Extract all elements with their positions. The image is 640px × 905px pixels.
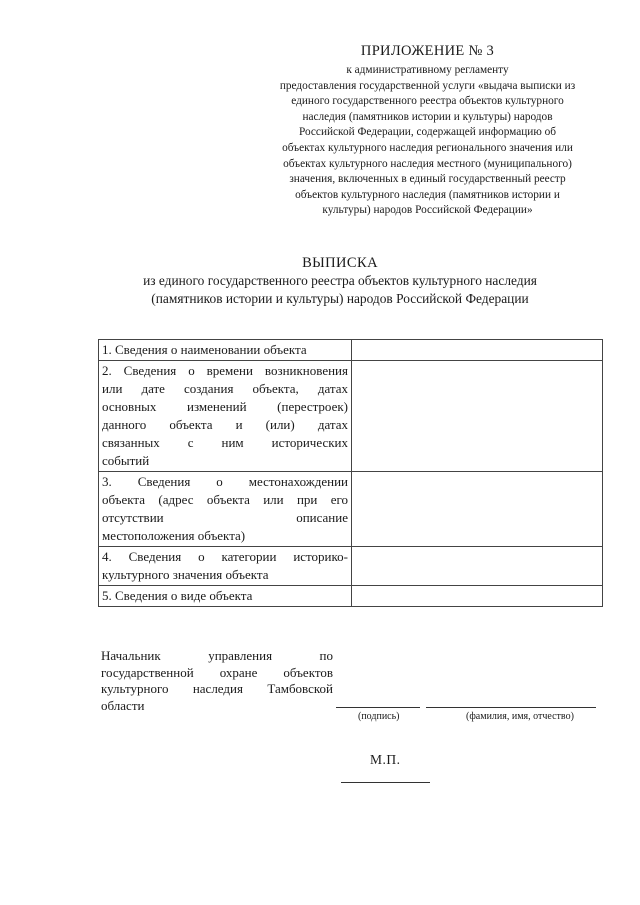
appendix-line: наследия (памятников истории и культуры) народов <box>302 110 553 123</box>
table-row <box>99 361 603 472</box>
row-label-line: местоположения объекта) <box>102 528 246 543</box>
row-label-line: основных изменений (перестроек) <box>102 399 348 414</box>
row-label-line: 2. Сведения о времени возникновения <box>102 363 348 378</box>
table-row <box>99 586 603 607</box>
extract-title: ВЫПИСКА <box>302 255 378 271</box>
signer-line: Начальник управления по <box>101 648 333 663</box>
appendix-line: единого государственного реестра объектов культурного <box>291 95 564 108</box>
row-label-line: или дате создания объекта, датах <box>102 381 348 396</box>
name-caption: (фамилия, имя, отчество) <box>466 711 574 722</box>
signature-line <box>336 707 420 708</box>
appendix-line: объектах культурного наследия регионального значения или <box>282 141 573 154</box>
row-label-line: культурного значения объекта <box>102 567 269 582</box>
row-label-name <box>99 340 352 361</box>
appendix-line: объектов культурного наследия (памятников истории и <box>295 188 560 201</box>
signer-line: государственной охране объектов <box>101 664 333 680</box>
extract-subtitle <box>60 272 620 307</box>
extract-subtitle-line: (памятников истории и культуры) народов Российской Федерации <box>151 290 529 306</box>
signer-title <box>101 648 333 714</box>
row-value-dates <box>352 361 603 472</box>
row-label-type <box>99 586 352 607</box>
table-row <box>99 472 603 547</box>
row-value-name <box>352 340 603 361</box>
stamp-line <box>341 782 430 783</box>
object-info-table <box>98 339 603 607</box>
row-label-line: 5. Сведения о виде объекта <box>102 588 253 603</box>
table-row <box>99 340 603 361</box>
row-label-line: объекта (адрес объекта или при его <box>102 492 348 507</box>
row-label-line: 1. Сведения о наименовании объекта <box>102 342 307 357</box>
appendix-line: предоставления государственной услуги «выдача выписки из <box>279 79 576 92</box>
stamp-label: М.П. <box>370 752 401 767</box>
appendix-line: культуры) народов Российской Федерации» <box>322 204 533 217</box>
signature-caption: (подпись) <box>358 711 400 722</box>
row-value-location <box>352 472 603 547</box>
row-label-line: связанных с ним исторических <box>102 435 348 450</box>
name-line <box>426 707 596 708</box>
row-value-type <box>352 586 603 607</box>
signer-line: культурного наследия Тамбовской <box>101 681 333 696</box>
row-label-line: отсутствии описание <box>102 510 348 525</box>
appendix-line: Российской Федерации, содержащей информацию об <box>298 126 557 139</box>
appendix-description <box>250 63 605 219</box>
row-label-line: данного объекта и (или) датах <box>102 417 348 432</box>
row-label-line: 3. Сведения о местонахождении <box>102 474 348 489</box>
row-label-dates <box>99 361 352 472</box>
appendix-header <box>250 42 605 219</box>
appendix-line: значения, включенных в единый государственный реестр <box>289 173 566 186</box>
table-row <box>99 547 603 586</box>
row-label-category <box>99 547 352 586</box>
row-label-line: 4. Сведения о категории историко- <box>102 549 348 564</box>
row-value-category <box>352 547 603 586</box>
appendix-line: объектах культурного наследия местного (муниципального) <box>283 157 572 170</box>
extract-heading <box>60 254 620 307</box>
extract-subtitle-line: из единого государственного реестра объектов культурного наследия <box>143 273 537 288</box>
row-label-location <box>99 472 352 547</box>
row-label-line: событий <box>102 453 150 468</box>
appendix-title: ПРИЛОЖЕНИЕ № 3 <box>360 43 495 59</box>
appendix-line: к административному регламенту <box>346 64 509 76</box>
signer-line: области <box>101 697 145 713</box>
